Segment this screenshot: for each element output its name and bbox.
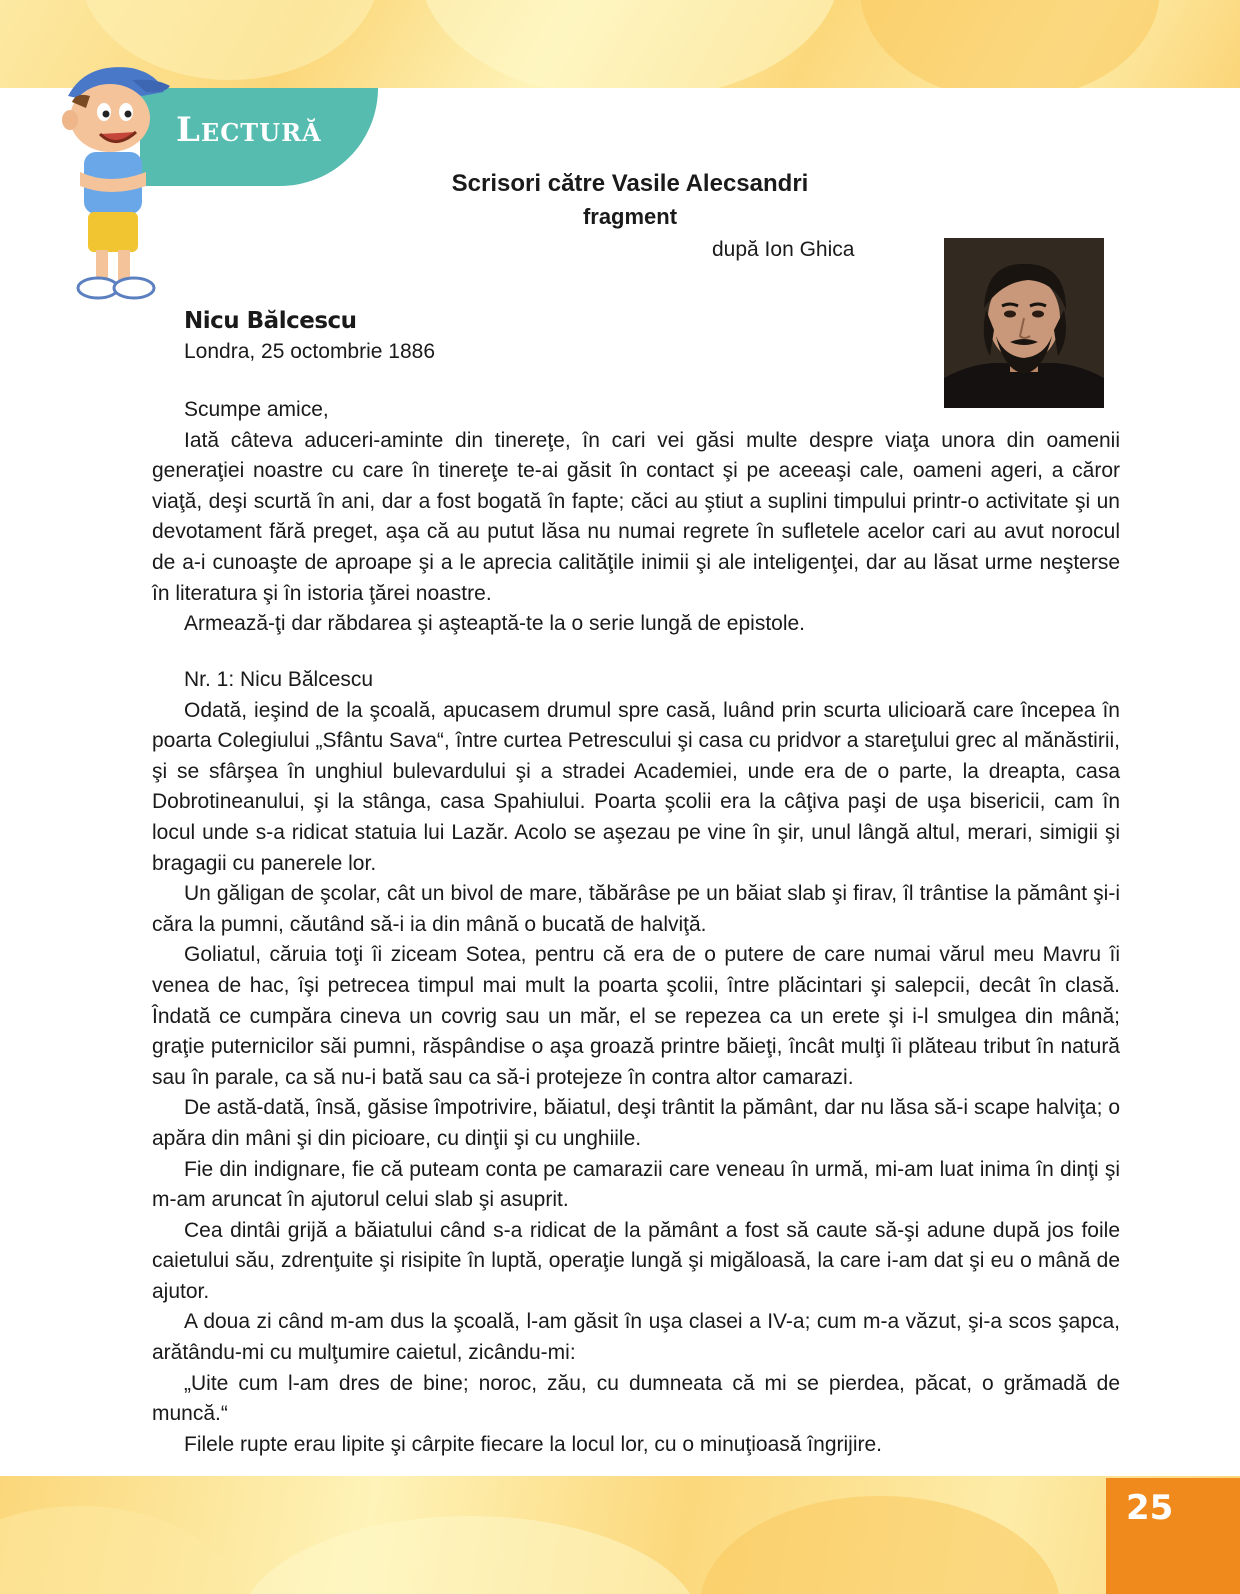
page-number-box (1106, 1478, 1240, 1594)
section-name: Nicu Bălcescu (184, 308, 357, 334)
paragraph: Cea dintâi grijă a băiatului când s-a ridicat de la pământ a fost să caute să-şi adune după jos foile caietului său, zdrenţuite şi risipite în luptă, operaţie lungă şi migăloasă, la care i-am dat şi eu o mână de ajutor. (152, 1218, 1120, 1303)
greeting: Scumpe amice, (184, 398, 329, 421)
portrait-illustration (944, 238, 1104, 408)
paragraph: Un găligan de şcolar, cât un bivol de mare, tăbărâse pe un băiat slab şi firav, îl trântise la pământ şi-i căra la pumni, căutând să-i ia din mână o bucată de halviţă. (152, 882, 1120, 936)
place-date: Londra, 25 octombrie 1886 (184, 340, 436, 363)
letter-body (152, 665, 1120, 1460)
paragraph: A doua zi când m-am dus la şcoală, l-am găsit în uşa clasei a IV-a; cum m-a văzut, şi-a scos şapca, arătându-mi cu mulţumire caietul, zicându-mi: (152, 1310, 1120, 1365)
paragraph: Goliatul, căruia toţi îi ziceam Sotea, pentru că era de o putere de care numai vărul meu Mavru îi venea de hac, îşi petrecea timpul mai mult la poarta şcolii, între plăcintari şi salepcii, decât în clasă. Îndată ce cumpăra cineva un covrig sau un măr, el se repezea ca un erete şi i-l smulgea din mână; graţie puternicilor săi pumni, răspândise o aşa groază printre băieţi, încât mulţi îi plăteau tribut în natură sau în parale, ca să nu-i bată sau ca să-i protejeze în contra altor camarazi. (152, 943, 1120, 1089)
paragraph: Odată, ieşind de la şcoală, apucasem drumul spre casă, luând prin scurta ulicioară care începea în poarta Colegiului „Sfântu Sava“, între curtea Petrescului şi casa cu pridvor a stareţului grec al mănăstirii, şi se sfârşea în unghiul bulevardului şi a stradei Academiei, unde era de o parte, la dreapta, casa Dobrotineanului, şi la stânga, casa Spahiului. Poarta şcolii era la câţiva paşi de uşa bisericii, cam în locul unde s-a ridicat statuia lui Lazăr. Acolo se aşezau pe vine în şir, unul lângă altul, merari, simigii şi bragagii cu panerele lor. (152, 698, 1120, 875)
text-author: după Ion Ghica (712, 238, 855, 261)
top-decorative-band (0, 0, 1240, 88)
page-number: 25 (1126, 1488, 1174, 1528)
paragraph: Armează-ţi dar răbdarea şi aşteaptă-te la o serie lungă de epistole. (184, 612, 806, 636)
section-label: Lectură (176, 110, 322, 150)
paragraph: Iată câteva aduceri-aminte din tinereţe, în cari vei găsi multe despre viaţa unora din oamenii generaţiei noastre cu care în tinereţe te-ai găsit în contact şi pe aceeaşi cale, oameni ageri, a căror viaţă, deşi scurtă în ani, dar a fost bogată în fapte; căci au ştiut a suplini timpului printr-o activitate şi un devotament fără preget, aşa că au putut lăsa nu numai regrete în sufletele acelor cari au avut norocul de a-i cunoaşte de aproape şi a le aprecia calităţile inimii şi ale inteligenţei, dar au lăsat urme neşterse în literatura şi în istoria ţărei noastre. (152, 428, 1120, 605)
text-title: Scrisori către Vasile Alecsandri (451, 170, 809, 197)
paragraph: „Uite cum l-am dres de bine; noroc, zău, cu dumneata că mi se pierdea, păcat, o grămadă de muncă.“ (152, 1371, 1120, 1426)
letter-intro (152, 395, 1120, 640)
paragraph: De astă-dată, însă, găsise împotrivire, băiatul, deşi trântit la pământ, dar nu lăsa să-i scape halviţa; o apăra din mâni şi din picioare, cu dinţii şi cu unghiile. (152, 1096, 1120, 1150)
text-subtitle: fragment (582, 204, 678, 229)
paragraph: Filele rupte erau lipite şi cârpite fiecare la locul lor, cu o minuţioasă îngrijire. (184, 1432, 882, 1456)
letter-number-heading: Nr. 1: Nicu Bălcescu (184, 668, 374, 691)
paragraph: Fie din indignare, fie că puteam conta pe camarazii care veneau în urmă, mi-am luat inima în dinţi şi m-am aruncat în ajutorul celui slab şi asuprit. (152, 1157, 1120, 1212)
bottom-decorative-band (0, 1476, 1240, 1594)
